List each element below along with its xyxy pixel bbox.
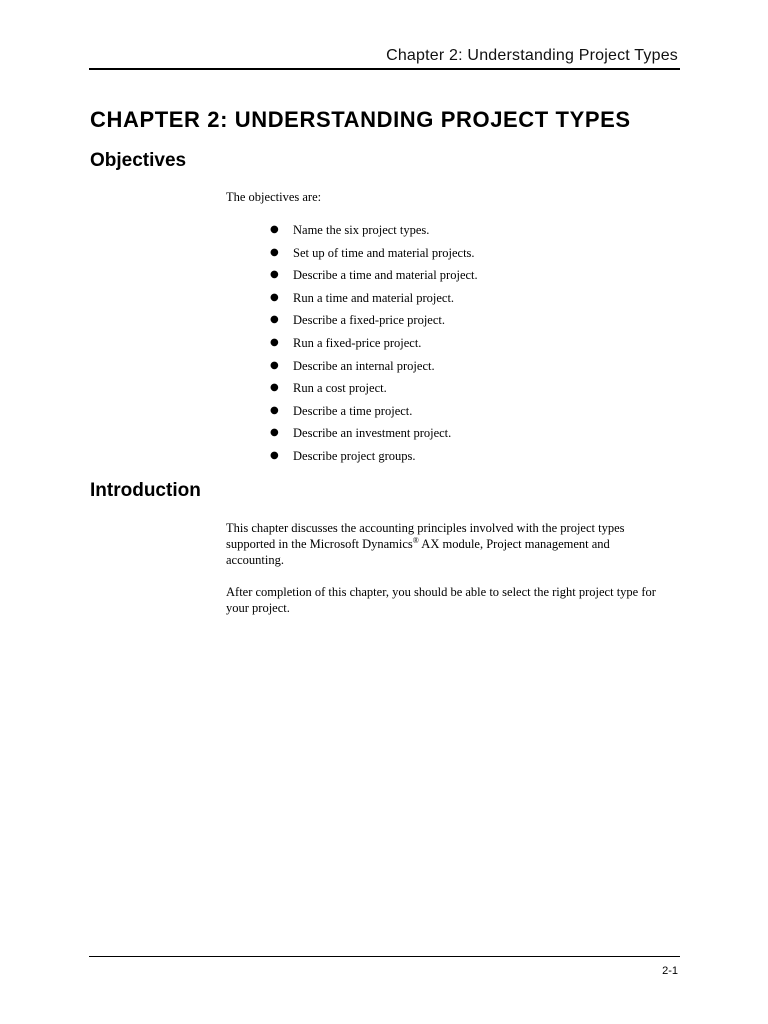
running-header: Chapter 2: Understanding Project Types <box>386 47 678 64</box>
bullet-icon: ● <box>270 291 279 303</box>
objective-item <box>270 222 478 245</box>
introduction-text-start: This chapter discusses the accounting principles involved with the project types supported in the Microsoft Dynamics <box>226 521 625 551</box>
introduction-text-end: AX module, Project management and accounting. <box>226 537 610 567</box>
bullet-icon: ● <box>270 246 279 258</box>
objective-text: Run a fixed-price project. <box>293 335 422 350</box>
objectives-heading: Objectives <box>90 150 187 171</box>
page-number: 2-1 <box>662 965 678 977</box>
objective-item <box>270 290 478 313</box>
objective-text: Describe an investment project. <box>293 426 452 441</box>
objective-text: Describe a fixed-price project. <box>293 313 446 328</box>
bullet-icon: ● <box>270 269 279 281</box>
objective-item <box>270 312 478 335</box>
objective-item <box>270 335 478 358</box>
objective-text: Set up of time and material projects. <box>293 245 475 260</box>
objectives-list <box>270 222 478 471</box>
header-rule <box>89 68 680 70</box>
introduction-paragraph-1 <box>226 520 666 568</box>
objectives-intro: The objectives are: <box>226 190 322 204</box>
objective-text: Name the six project types. <box>293 223 430 237</box>
objective-item <box>270 380 478 403</box>
bullet-icon: ● <box>270 404 279 416</box>
introduction-paragraph-2: After completion of this chapter, you should be able to select the right project type for your project. <box>226 585 656 615</box>
chapter-title: CHAPTER 2: UNDERSTANDING PROJECT TYPES <box>90 107 631 132</box>
objective-text: Run a time and material project. <box>293 290 455 305</box>
objective-item <box>270 403 478 426</box>
objective-item <box>270 245 478 268</box>
objective-item <box>270 448 478 471</box>
objective-item <box>270 358 478 381</box>
objective-text: Describe an internal project. <box>293 358 435 373</box>
objective-item <box>270 267 478 290</box>
registered-trademark-symbol: ® <box>412 535 419 545</box>
footer-rule <box>89 956 680 957</box>
bullet-icon: ● <box>270 382 279 394</box>
objective-text: Run a cost project. <box>293 381 387 396</box>
introduction-heading: Introduction <box>90 480 201 501</box>
objective-item <box>270 425 478 448</box>
bullet-icon: ● <box>270 224 279 235</box>
objective-text: Describe project groups. <box>293 448 416 463</box>
objective-text: Describe a time and material project. <box>293 268 478 283</box>
bullet-icon: ● <box>270 427 279 439</box>
bullet-icon: ● <box>270 314 279 326</box>
objective-text: Describe a time project. <box>293 403 413 418</box>
bullet-icon: ● <box>270 336 279 348</box>
bullet-icon: ● <box>270 359 279 371</box>
bullet-icon: ● <box>270 449 279 461</box>
